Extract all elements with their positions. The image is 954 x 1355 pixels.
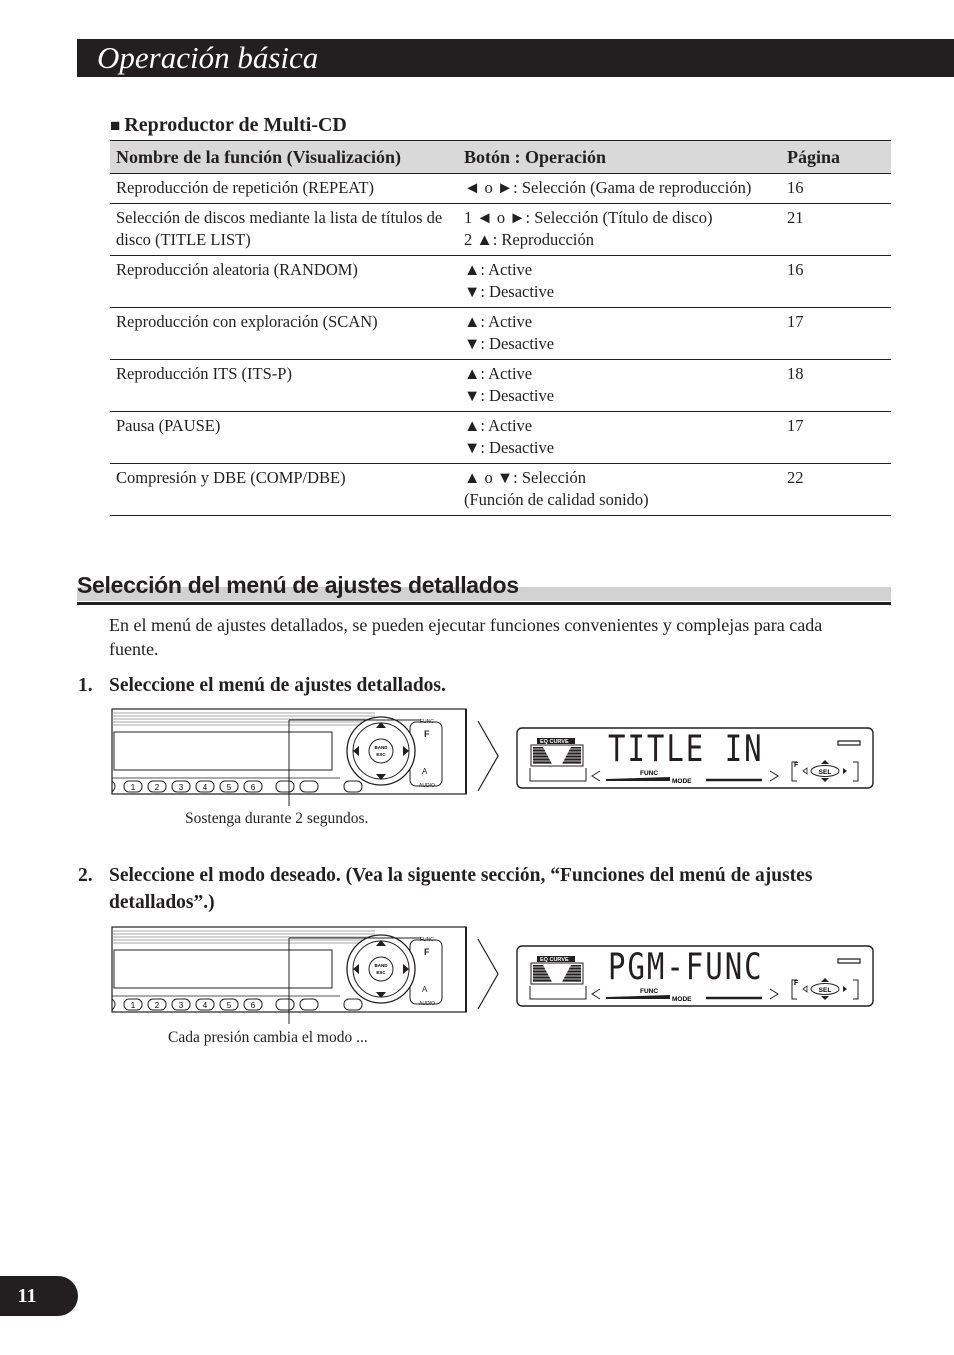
preset-button-extra: [276, 781, 294, 792]
lcd-mode-label: MODE: [672, 996, 692, 1003]
esc-label: ESC: [376, 752, 386, 757]
preset-label-4: 4: [202, 1001, 208, 1010]
cell-operation-line: ▲: Active: [464, 364, 533, 383]
preset-label-6: 6: [250, 1001, 256, 1010]
band-esc-button: [369, 957, 393, 981]
cell-operation-line: ▼: Desactive: [464, 438, 555, 457]
cell-operation-line: 1 ◄ o ►: Selección (Título de disco): [464, 208, 713, 227]
head-unit-illustration: [112, 927, 466, 1024]
preset-button-extra: [344, 999, 362, 1010]
cell-operation-line: 2 ▲: Reproducción: [464, 230, 594, 249]
f-key-label: F: [424, 947, 430, 957]
preset-label-2: 2: [154, 1001, 160, 1010]
lcd-sel-label: SEL: [818, 769, 832, 776]
head-unit-display-window: [114, 950, 332, 988]
chapter-title: Operación básica: [97, 40, 319, 75]
preset-label-3: 3: [178, 1001, 184, 1010]
esc-label: ESC: [376, 970, 386, 975]
cell-page-line: 17: [787, 416, 804, 435]
audio-key-label: AUDIO: [419, 783, 435, 789]
cell-page-line: 16: [787, 178, 804, 197]
column-header-name: Nombre de la función (Visualización): [110, 141, 458, 174]
cell-operation-line: ▲: Active: [464, 416, 533, 435]
cell-operation-line: ▼: Desactive: [464, 334, 555, 353]
band-esc-button: [369, 739, 393, 763]
cell-page-line: 17: [787, 312, 804, 331]
cell-operation-line: ▲: Active: [464, 312, 533, 331]
cell-page-line: 18: [787, 364, 804, 383]
section-title: Selección del menú de ajustes detallados: [77, 572, 519, 598]
func-key-label: FUNC: [420, 937, 434, 943]
cell-operation-line: ▲ o ▼: Selección: [464, 468, 587, 487]
cell-page-line: 22: [787, 468, 804, 487]
cell-page-line: 21: [787, 208, 804, 227]
cell-operation-line: ▼: Desactive: [464, 282, 555, 301]
square-bullet-icon: ■: [110, 116, 121, 135]
lcd-f-label: F: [794, 762, 799, 769]
a-key-label: A: [422, 767, 428, 776]
band-label: BAND: [374, 963, 388, 968]
eq-curve-label: EQ CURVE: [540, 957, 569, 963]
lcd-sel-label: SEL: [818, 987, 832, 994]
preset-label-3: 3: [178, 783, 184, 792]
lcd-main-text: PGM-FUNC: [608, 946, 764, 989]
preset-button-extra: [300, 999, 318, 1010]
audio-key-label: AUDIO: [419, 1001, 435, 1007]
cell-page-line: 16: [787, 260, 804, 279]
a-key-label: A: [422, 985, 428, 994]
chevron-right-icon: [478, 721, 498, 791]
preset-label-5: 5: [226, 1001, 232, 1010]
preset-label-5: 5: [226, 783, 232, 792]
step-1-figure: [112, 709, 873, 806]
step-2-figure: [112, 927, 873, 1024]
preset-label-2: 2: [154, 783, 160, 792]
step-2-number: 2.: [78, 865, 93, 886]
cell-function-name-line: Reproducción de repetición (REPEAT): [116, 178, 374, 197]
cell-function-name-line: Pausa (PAUSE): [116, 416, 221, 435]
page-number: 11: [17, 1285, 37, 1307]
cell-operation-line: (Función de calidad sonido): [464, 490, 649, 509]
lcd-display-illustration: [517, 728, 873, 788]
f-key-label: F: [424, 729, 430, 739]
preset-button-extra: [300, 781, 318, 792]
preset-label-4: 4: [202, 783, 208, 792]
step-2-text: Seleccione el modo deseado. (Vea la siguente sección, “Funciones del menú de ajustes detallados”.): [109, 865, 813, 913]
chevron-right-icon: [478, 939, 498, 1009]
func-key-label: FUNC: [420, 719, 434, 725]
cell-function-name-line: Compresión y DBE (COMP/DBE): [116, 468, 346, 487]
preset-label-1: 1: [130, 1001, 136, 1010]
head-unit-illustration: [112, 709, 466, 806]
multi-cd-title: Reproductor de Multi-CD: [124, 114, 347, 136]
head-unit-display-window: [114, 732, 332, 770]
lcd-func-label: FUNC: [640, 988, 659, 995]
step-1-number: 1.: [78, 675, 93, 696]
lcd-f-label: F: [794, 980, 799, 987]
page-number-tab: [0, 1276, 78, 1316]
lcd-display-illustration: [517, 946, 873, 1006]
cell-function-name-line: Reproducción ITS (ITS-P): [116, 364, 292, 383]
cell-operation-line: ▲: Active: [464, 260, 533, 279]
column-header-operation: Botón : Operación: [458, 141, 781, 174]
step-2-caption: Cada presión cambia el modo ...: [168, 1029, 368, 1046]
cell-operation-line: ◄ o ►: Selección (Gama de reproducción): [464, 178, 752, 197]
cell-operation-line: ▼: Desactive: [464, 386, 555, 405]
cell-function-name-line: Selección de discos mediante la lista de títulos de disco (TITLE LIST): [116, 208, 443, 249]
step-1-caption: Sostenga durante 2 segundos.: [185, 810, 369, 827]
preset-label-1: 1: [130, 783, 136, 792]
step-1-text: Seleccione el menú de ajustes detallados.: [109, 675, 446, 696]
preset-button-extra: [344, 781, 362, 792]
section-intro: En el menú de ajustes detallados, se pueden ejecutar funciones convenientes y complejas para cada fuente.: [109, 615, 823, 659]
eq-curve-label: EQ CURVE: [540, 739, 569, 745]
cell-function-name-line: Reproducción con exploración (SCAN): [116, 312, 378, 331]
lcd-main-text: TITLE IN: [608, 728, 764, 771]
band-label: BAND: [374, 745, 388, 750]
lcd-mode-label: MODE: [672, 778, 692, 785]
column-header-page: Página: [781, 141, 891, 174]
lcd-func-label: FUNC: [640, 770, 659, 777]
cell-function-name-line: Reproducción aleatoria (RANDOM): [116, 260, 358, 279]
preset-label-6: 6: [250, 783, 256, 792]
preset-button-extra: [276, 999, 294, 1010]
